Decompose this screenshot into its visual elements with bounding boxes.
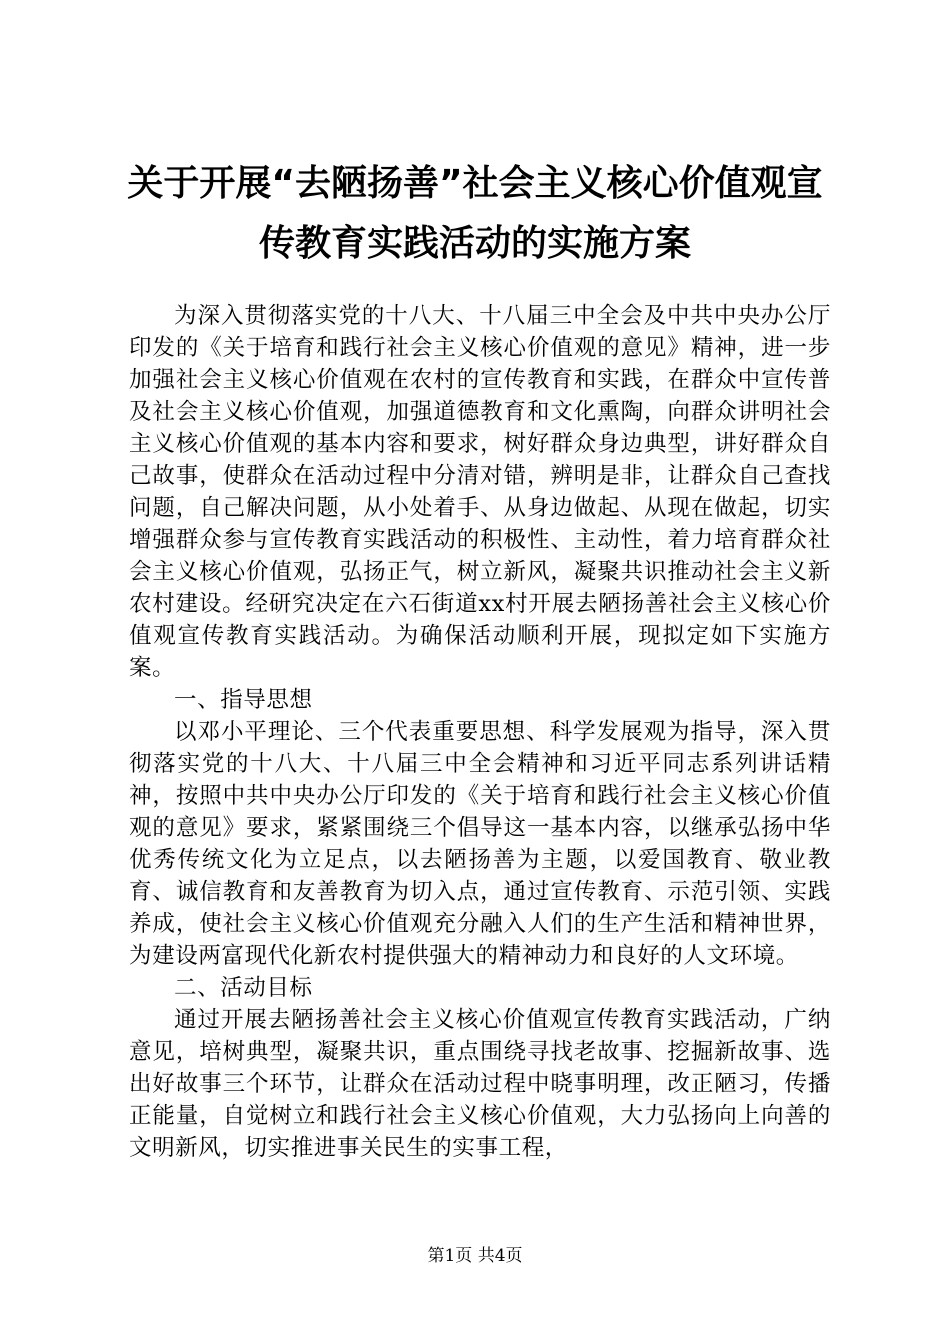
section-heading-activity-goals: 二、活动目标 [174,975,313,1001]
intro-paragraph: 为深入贯彻落实党的十八大、十八届三中全会及中共中央办公厅印发的《关于培育和践行社会主义核心价值观的意见》精神，进一步加强社会主义核心价值观在农村的宣传教育和实践，在群众中宣传普及社会主义核心价值观，加强道德教育和文化熏陶，向群众讲明社会主义核心价值观的基本内容和要求，树好群众身边典型，讲好群众自己故事，使群众在活动过程中分清对错，辨明是非，让群众自己查找问题，自己解决问题，从小处着手、从身边做起、从现在做起，切实增强群众参与宣传教育实践活动的积极性、主动性，着力培育群众社会主义核心价值观，弘扬正气，树立新风，凝聚共识推动社会主义新农村建设。经研究决定在六石街道xx村开展去陋扬善社会主义核心价值观宣传教育实践活动。为确保活动顺利开展，现拟定如下实施方案。 [129,303,831,681]
section-heading-guiding-ideology: 一、指导思想 [174,687,313,713]
guiding-ideology-paragraph: 以邓小平理论、三个代表重要思想、科学发展观为指导，深入贯彻落实党的十八大、十八届三中全会精神和习近平同志系列讲话精神，按照中共中央办公厅印发的《关于培育和践行社会主义核心价值观的意见》要求，紧紧围绕三个倡导这一基本内容，以继承弘扬中华优秀传统文化为立足点，以去陋扬善为主题，以爱国教育、敬业教育、诚信教育和友善教育为切入点，通过宣传教育、示范引领、实践养成，使社会主义核心价值观充分融入人们的生产生活和精神世界，为建设两富现代化新农村提供强大的精神动力和良好的人文环境。 [129,719,831,969]
activity-goals-paragraph: 通过开展去陋扬善社会主义核心价值观宣传教育实践活动，广纳意见，培树典型，凝聚共识，重点围绕寻找老故事、挖掘新故事、选出好故事三个环节，让群众在活动过程中晓事明理，改正陋习，传播正能量，自觉树立和践行社会主义核心价值观，大力弘扬向上向善的文明新风，切实推进事关民生的实事工程， [129,1007,831,1161]
document-body [129,300,831,1164]
document-title-line-2: 传教育实践活动的实施方案 [258,223,691,264]
document-title-line-1: 关于开展“去陋扬善”社会主义核心价值观宣 [127,163,823,204]
page-footer: 第1页 共4页 [427,1246,523,1266]
